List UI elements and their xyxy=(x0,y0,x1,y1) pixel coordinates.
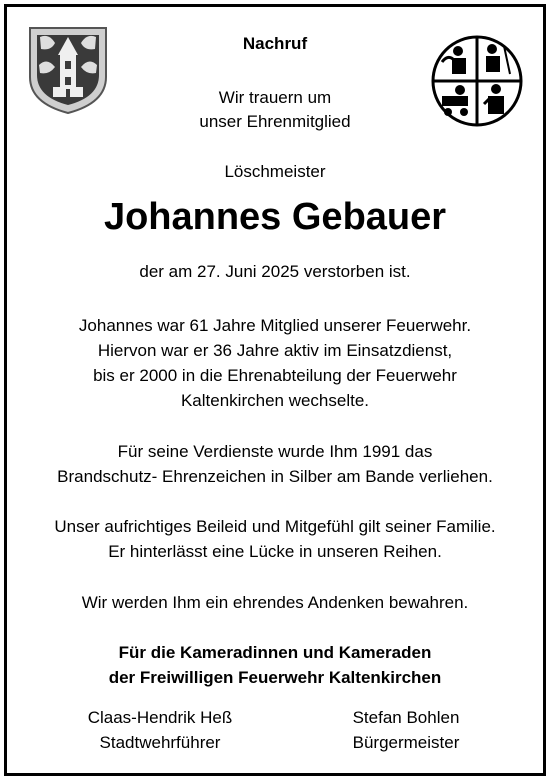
paragraph-3-line-1: Unser aufrichtiges Beileid und Mitgefühl gilt seiner Familie. xyxy=(54,517,496,536)
paragraph-4-line-1: Wir werden Ihm ein ehrendes Andenken bewahren. xyxy=(81,593,469,612)
paragraph-2-line-1: Für seine Verdienste wurde Ihm 1991 das xyxy=(117,442,433,461)
signature-1-name: Claas-Hendrik Heß xyxy=(87,708,233,727)
paragraph-1-line-4: Kaltenkirchen wechselte. xyxy=(180,391,370,410)
paragraph-1-line-2: Hiervon war er 36 Jahre aktiv im Einsatzdienst, xyxy=(97,341,453,360)
deceased-name: Johannes Gebauer xyxy=(103,196,447,238)
death-date-line: der am 27. Juni 2025 verstorben ist. xyxy=(139,262,411,281)
paragraph-1-line-1: Johannes war 61 Jahre Mitglied unserer Feuerwehr. xyxy=(78,316,472,335)
signature-2-name: Stefan Bohlen xyxy=(352,708,460,727)
rank-title: Löschmeister xyxy=(224,162,326,181)
intro-line-2: unser Ehrenmitglied xyxy=(199,112,351,131)
closing-line-2: der Freiwilligen Feuerwehr Kaltenkirchen xyxy=(108,668,442,687)
intro-line-1: Wir trauern um xyxy=(218,88,332,107)
signature-1-role: Stadtwehrführer xyxy=(99,733,221,752)
paragraph-3-line-2: Er hinterlässt eine Lücke in unseren Reihen. xyxy=(108,542,442,561)
obituary-heading: Nachruf xyxy=(242,34,308,53)
closing-line-1: Für die Kameradinnen und Kameraden xyxy=(118,643,432,662)
paragraph-2-line-2: Brandschutz- Ehrenzeichen in Silber am Bande verliehen. xyxy=(57,467,493,486)
signature-2-role: Bürgermeister xyxy=(352,733,460,752)
paragraph-1-line-3: bis er 2000 in die Ehrenabteilung der Feuerwehr xyxy=(93,366,457,385)
